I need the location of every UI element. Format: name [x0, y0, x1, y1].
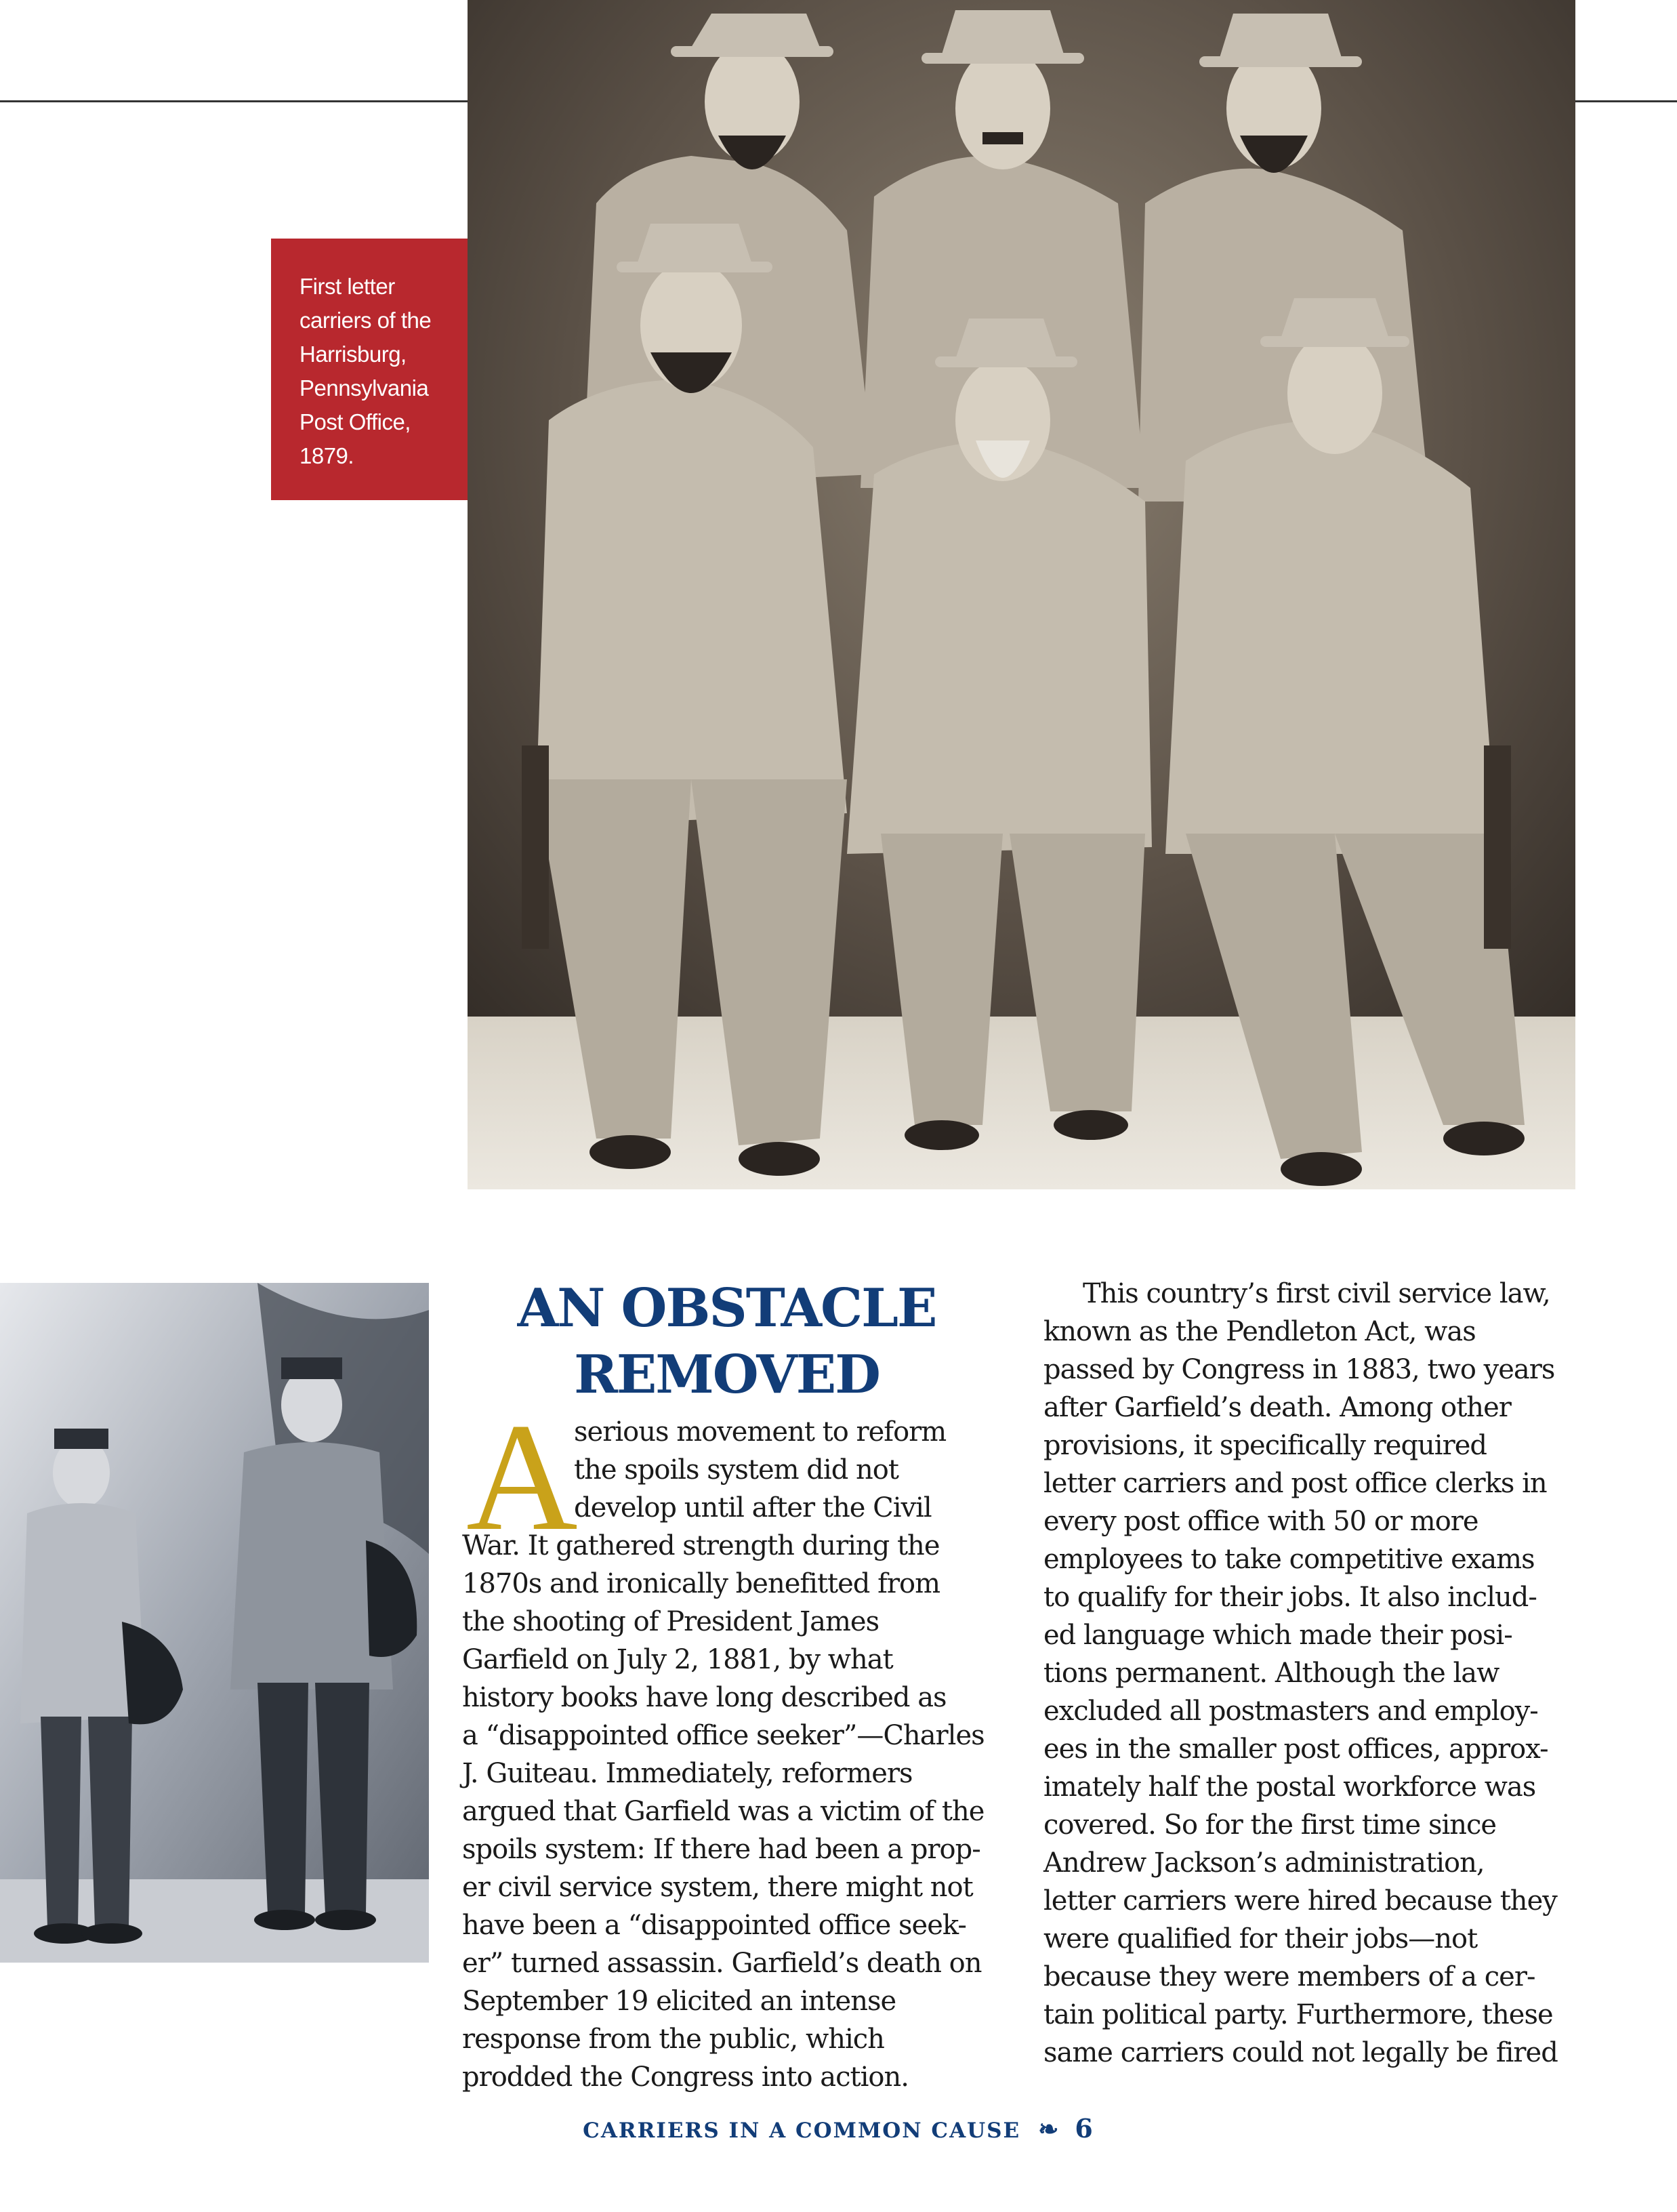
text-line: ed language which made their posi- — [1043, 1620, 1512, 1651]
text-line: covered. So for the first time since — [1043, 1809, 1497, 1841]
footer-title: CARRIERS IN A COMMON CAUSE — [583, 2118, 1021, 2143]
two-carriers-photo — [0, 1283, 429, 1963]
body-column-2 — [1043, 1275, 1558, 2072]
text-line: develop until after the Civil — [574, 1492, 932, 1523]
text-line: Andrew Jackson’s administration, — [1043, 1847, 1485, 1879]
text-line: after Garfield’s death. Among other — [1043, 1392, 1511, 1423]
top-rule-left — [0, 100, 468, 102]
text-line: employees to take competitive exams — [1043, 1544, 1535, 1575]
photo-caption-box — [271, 239, 468, 500]
text-line: 1870s and ironically benefitted from — [462, 1568, 940, 1599]
text-line: September 19 elicited an intense — [462, 1986, 896, 2017]
text-line: because they were members of a cer- — [1043, 1961, 1535, 1992]
text-line: response from the public, which — [462, 2024, 884, 2055]
text-line: same carriers could not legally be fired — [1043, 2037, 1558, 2068]
text-line: known as the Pendleton Act, was — [1043, 1316, 1476, 1347]
heading-line-1: AN OBSTACLE — [517, 1277, 936, 1339]
text-line: ees in the smaller post offices, approx- — [1043, 1734, 1548, 1765]
text-line: serious movement to reform — [574, 1416, 947, 1448]
text-line: every post office with 50 or more — [1043, 1506, 1478, 1537]
text-line: spoils system: If there had been a prop- — [462, 1834, 980, 1865]
top-rule-right — [1575, 100, 1677, 102]
text-line: tain political party. Furthermore, these — [1043, 1999, 1553, 2030]
text-line: history books have long described as — [462, 1682, 947, 1713]
page-footer — [0, 2113, 1677, 2144]
photo-caption: First letter carriers of the Harrisburg, Pennsylvania Post Office, 1879. — [299, 274, 432, 468]
text-line: passed by Congress in 1883, two years — [1043, 1354, 1555, 1385]
text-line: imately half the postal workforce was — [1043, 1771, 1536, 1803]
text-line: were qualified for their jobs—not — [1043, 1923, 1478, 1954]
article-heading — [468, 1275, 986, 1408]
text-line: argued that Garfield was a victim of the — [462, 1796, 985, 1827]
text-line: Garfield on July 2, 1881, by what — [462, 1644, 893, 1675]
fleuron-icon: ❧ — [1038, 2115, 1060, 2144]
text-line: This country’s first civil service law, — [1083, 1278, 1550, 1309]
text-line: prodded the Congress into action. — [462, 2062, 909, 2093]
text-line: excluded all postmasters and employ- — [1043, 1696, 1538, 1727]
text-line: letter carriers and post office clerks in — [1043, 1468, 1547, 1499]
text-line: er civil service system, there might not — [462, 1872, 973, 1903]
text-line: have been a “disappointed office seek- — [462, 1910, 966, 1941]
text-line: the spoils system did not — [574, 1454, 898, 1486]
heading-line-2: REMOVED — [574, 1344, 879, 1406]
text-line: the shooting of President James — [462, 1606, 879, 1637]
harrisburg-carriers-photo — [468, 0, 1575, 1189]
text-line: J. Guiteau. Immediately, reformers — [462, 1758, 913, 1789]
body-column-1 — [462, 1413, 985, 2096]
text-line: War. It gathered strength during the — [462, 1530, 940, 1561]
page-number: 6 — [1075, 2113, 1094, 2144]
text-line: tions permanent. Although the law — [1043, 1658, 1499, 1689]
text-line: to qualify for their jobs. It also includ- — [1043, 1582, 1537, 1613]
drop-cap: A — [466, 1392, 578, 1563]
text-line: letter carriers were hired because they — [1043, 1885, 1557, 1917]
text-line: a “disappointed office seeker”—Charles — [462, 1720, 985, 1751]
text-line: er” turned assassin. Garfield’s death on — [462, 1948, 982, 1979]
text-line: provisions, it specifically required — [1043, 1430, 1487, 1461]
